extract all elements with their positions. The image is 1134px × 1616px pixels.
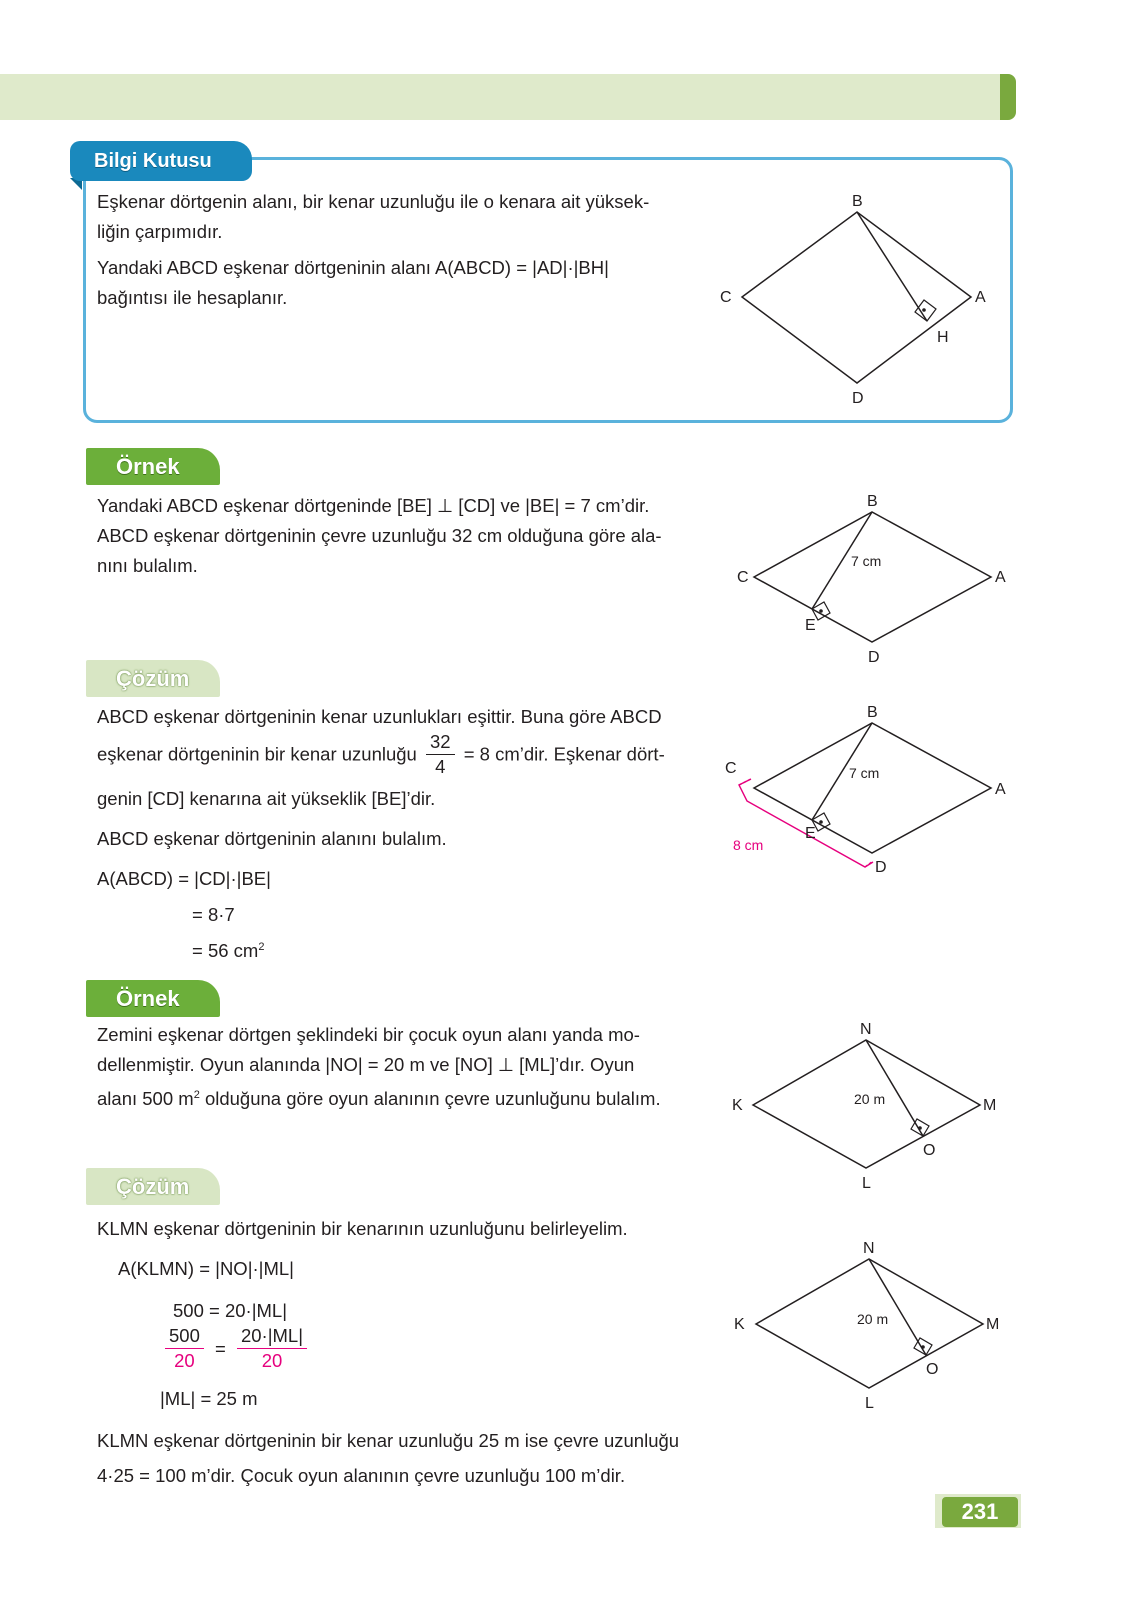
fraction-denominator: 4 <box>435 756 446 777</box>
right-angle-dot <box>918 1126 922 1130</box>
rhombus-abcd <box>754 512 991 642</box>
solution-1-label: Çözüm <box>86 660 220 697</box>
label-n: N <box>860 1021 872 1038</box>
solution-2-conclusion1: KLMN eşkenar dörtgeninin bir kenar uzunluğu 25 m ise çevre uzunluğu <box>97 1430 680 1451</box>
example-2-line3-pre: alanı 500 m <box>97 1088 194 1110</box>
fraction-numerator: 32 <box>426 730 455 755</box>
label-n: N <box>863 1240 875 1257</box>
solution-1-line1: ABCD eşkenar dörtgeninin kenar uzunlukları eşittir. Buna göre ABCD <box>97 706 662 727</box>
height-no <box>869 1259 926 1355</box>
solution-2-conclusion2: 4·25 = 100 m’dir. Çocuk oyun alanının çevre uzunluğu 100 m’dir. <box>97 1465 626 1486</box>
rhombus-figure-info <box>715 190 995 415</box>
length-label: 7 cm <box>851 553 882 569</box>
solution-2-eq3 <box>165 1324 307 1373</box>
label-c: C <box>720 289 732 306</box>
solution-1-eq2: = 8·7 <box>192 904 235 925</box>
label-d: D <box>852 390 864 407</box>
solution-1-line2 <box>97 730 709 779</box>
page-number: 231 <box>942 1497 1018 1527</box>
info-p2-line1: Yandaki ABCD eşkenar dörtgeninin alanı A(ABCD) = |AD|·|BH| <box>97 257 609 278</box>
example-2-line2: dellenmiştir. Oyun alanında |NO| = 20 m ve [NO] ⊥ [ML]’dır. Oyun <box>97 1054 635 1075</box>
label-l: L <box>862 1175 871 1190</box>
label-c: C <box>737 569 749 586</box>
fraction-left <box>165 1324 204 1373</box>
label-c: C <box>725 760 737 777</box>
example-2-label: Örnek <box>86 980 220 1017</box>
label-d: D <box>875 859 887 876</box>
right-angle-dot <box>819 820 823 824</box>
header-band <box>0 74 1012 120</box>
solution-2-line1: KLMN eşkenar dörtgeninin bir kenarının uzunluğunu belirleyelim. <box>97 1218 628 1239</box>
example-2-line1: Zemini eşkenar dörtgen şeklindeki bir çocuk oyun alanı yanda mo- <box>97 1024 640 1045</box>
info-box-title: Bilgi Kutusu <box>70 141 252 181</box>
fraction-right-numerator: 20·|ML| <box>237 1324 307 1349</box>
info-box-text <box>97 187 709 313</box>
label-b: B <box>867 493 878 510</box>
rhombus-figure-example-2 <box>720 1020 1015 1190</box>
solution-2-label: Çözüm <box>86 1168 220 1205</box>
solution-1-line4: ABCD eşkenar dörtgeninin alanını bulalım. <box>97 828 447 849</box>
solution-1-line3: genin [CD] kenarına ait yükseklik [BE]’dir. <box>97 788 436 809</box>
rhombus-figure-solution-1 <box>725 700 1015 885</box>
length-label: 20 m <box>854 1091 886 1107</box>
label-d: D <box>868 649 880 666</box>
label-o: O <box>923 1142 936 1159</box>
label-a: A <box>995 781 1006 798</box>
label-k: K <box>732 1097 743 1114</box>
example-1-line2: ABCD eşkenar dörtgeninin çevre uzunluğu 32 cm olduğuna göre ala- <box>97 525 662 546</box>
right-angle-dot <box>922 308 926 312</box>
side-length-label: 8 cm <box>733 837 764 853</box>
label-a: A <box>995 569 1006 586</box>
solution-1-eq3-sup: 2 <box>258 940 265 953</box>
solution-1-eq1: A(ABCD) = |CD|·|BE| <box>97 868 271 889</box>
example-1-label: Örnek <box>86 448 220 485</box>
example-2-line3-post: olduğuna göre oyun alanının çevre uzunluğunu bulalım. <box>199 1088 661 1110</box>
right-angle-dot <box>921 1345 925 1349</box>
measure-tick-c <box>739 779 751 785</box>
info-p1-line2: liğin çarpımıdır. <box>97 221 223 242</box>
length-label: 7 cm <box>849 765 880 781</box>
rhombus-figure-example-1 <box>725 490 1015 670</box>
label-m: M <box>983 1097 997 1114</box>
info-p2-line2: bağıntısı ile hesaplanır. <box>97 287 288 308</box>
example-2-line3 <box>97 1080 709 1114</box>
right-angle-dot <box>819 609 823 613</box>
rhombus-abcd <box>742 212 971 383</box>
rhombus-abcd <box>754 723 991 853</box>
label-a: A <box>975 289 986 306</box>
fraction-32-4 <box>426 730 455 779</box>
solution-2-eq2: 500 = 20·|ML| <box>173 1300 287 1321</box>
label-l: L <box>865 1395 874 1410</box>
example-1-line1: Yandaki ABCD eşkenar dörtgeninde [BE] ⊥ [CD] ve |BE| = 7 cm’dir. <box>97 495 650 516</box>
solution-2-eq4: |ML| = 25 m <box>160 1388 258 1409</box>
example-2-line3-sup: 2 <box>193 1089 200 1101</box>
solution-2-eq1: A(KLMN) = |NO|·|ML| <box>118 1258 294 1279</box>
label-o: O <box>926 1361 939 1378</box>
label-h: H <box>937 329 949 346</box>
equals-sign: = <box>215 1337 226 1359</box>
height-bh <box>857 212 927 321</box>
fraction-left-denominator: 20 <box>174 1350 195 1371</box>
fraction-right <box>237 1324 307 1373</box>
label-b: B <box>867 704 878 721</box>
solution-1-line2-pre: eşkenar dörtgeninin bir kenar uzunluğu <box>97 743 417 765</box>
header-band-tab <box>1000 74 1016 120</box>
measure-tick-d <box>865 861 873 867</box>
solution-1-eq3-text: = 56 cm <box>192 940 259 961</box>
example-2-text <box>97 1020 709 1114</box>
example-1-text <box>97 491 709 581</box>
height-no <box>866 1040 923 1136</box>
fraction-left-numerator: 500 <box>165 1324 204 1349</box>
label-e: E <box>805 825 816 842</box>
fraction-right-denominator: 20 <box>261 1350 283 1371</box>
rhombus-figure-solution-2 <box>722 1238 1017 1410</box>
solution-1-eq3 <box>192 940 264 962</box>
label-m: M <box>986 1316 1000 1333</box>
solution-1-line2-post: = 8 cm’dir. Eşkenar dört- <box>463 743 665 765</box>
example-1-line3: nını bulalım. <box>97 555 198 576</box>
info-p1-line1: Eşkenar dörtgenin alanı, bir kenar uzunluğu ile o kenara ait yüksek- <box>97 191 650 212</box>
length-label: 20 m <box>857 1311 889 1327</box>
label-b: B <box>852 193 863 210</box>
side-measure-cd <box>739 779 873 867</box>
label-k: K <box>734 1316 745 1333</box>
label-e: E <box>805 617 816 634</box>
